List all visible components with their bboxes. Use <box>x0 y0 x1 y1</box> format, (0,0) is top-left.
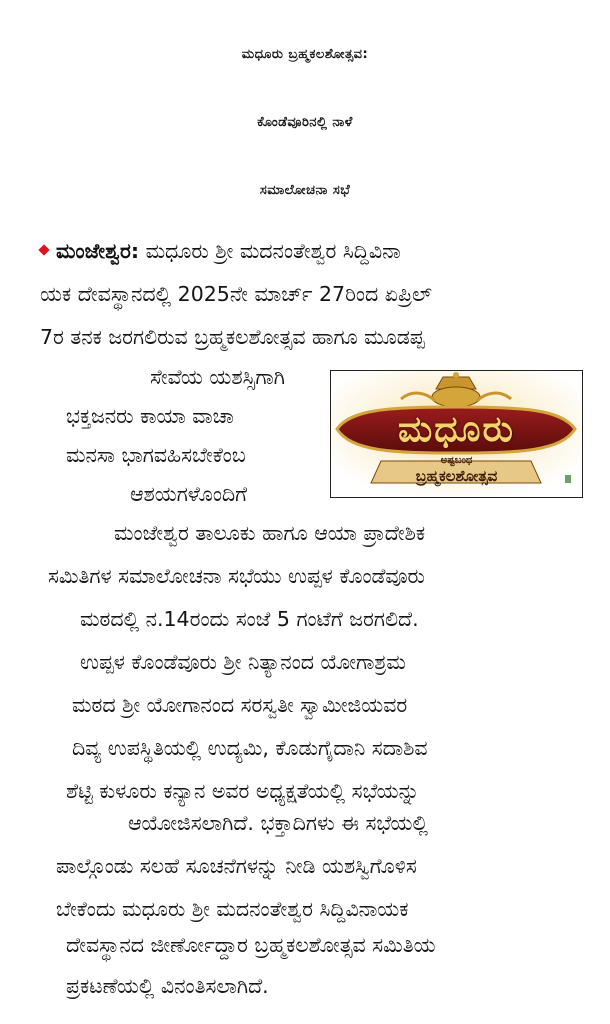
body-line-5: ಭಕ್ತಜನರು ಕಾಯಾ ವಾಚಾ <box>66 404 234 428</box>
body-line-19: ಪ್ರಕಟಣೆಯಲ್ಲಿ ವಿನಂತಿಸಲಾಗಿದೆ. <box>66 974 269 998</box>
logo-subtitle-small: ಅಷ್ಟಬಂಧ <box>440 455 473 466</box>
bullet-icon <box>38 244 49 255</box>
headline-line-1: ಮಧೂರು ಬ್ರಹ್ಮಕಲಶೋತ್ಸವ: <box>241 47 369 62</box>
body-line-9: ಸಮಿತಿಗಳ ಸಮಾಲೋಚನಾ ಸಭೆಯು ಉಪ್ಪಳ ಕೊಂಡೆವೂರು <box>48 564 425 588</box>
article-lead <box>40 236 401 266</box>
body-line-13: ದಿವ್ಯ ಉಪಸ್ಥಿತಿಯಲ್ಲಿ ಉದ್ಯಮಿ, ಕೊಡುಗೈದಾನಿ ಸದಾಶಿವ <box>72 736 428 760</box>
dateline: ಮಂಜೇಶ್ವರ: <box>56 239 140 263</box>
body-line-10: ಮಠದಲ್ಲಿ ನ.14ರಂದು ಸಂಜೆ 5 ಗಂಟೆಗೆ ಜರಗಲಿದೆ. <box>80 607 419 631</box>
logo-main-text: ಮಧೂರು <box>398 409 515 450</box>
body-line-6: ಮನಸಾ ಭಾಗವಹಿಸಬೇಕೆಂಬ <box>66 443 246 467</box>
body-line-3: 7ರ ತನಕ ಜರಗಲಿರುವ ಬ್ರಹ್ಮಕಲಶೋತ್ಸವ ಹಾಗೂ ಮೂಡಪ್ಪ <box>40 325 425 349</box>
body-line-1: ಮಧೂರು ಶ್ರೀ ಮದನಂತೇಶ್ವರ ಸಿದ್ದಿವಿನಾ <box>145 239 401 263</box>
body-line-16: ಪಾಲ್ಗೊಂಡು ಸಲಹೆ ಸೂಚನೆಗಳನ್ನು ನೀಡಿ ಯಶಸ್ವಿಗೊಳಿಸ <box>56 854 417 878</box>
body-line-11: ಉಪ್ಪಳ ಕೊಂಡೆವೂರು ಶ್ರೀ ನಿತ್ಯಾನಂದ ಯೋಗಾಶ್ರಮ <box>80 650 406 674</box>
body-line-8: ಮಂಜೇಶ್ವರ ತಾಲೂಕು ಹಾಗೂ ಆಯಾ ಪ್ರಾದೇಶಿಕ <box>114 521 426 545</box>
body-line-7: ಆಶಯಗಳೊಂದಿಗೆ <box>130 482 248 506</box>
body-line-12: ಮಠದ ಶ್ರೀ ಯೋಗಾನಂದ ಸರಸ್ವತೀ ಸ್ವಾಮೀಜಿಯವರ <box>72 693 408 717</box>
body-line-17: ಬೇಕೆಂದು ಮಧೂರು ಶ್ರೀ ಮದನಂತೇಶ್ವರ ಸಿದ್ದಿವಿನಾಯಕ <box>56 897 409 921</box>
headline-line-2: ಕೊಂಡೆವೂರಿನಲ್ಲಿ ನಾಳೆ <box>257 115 353 130</box>
body-line-14: ಶೆಟ್ಟಿ ಕುಳೂರು ಕನ್ಯಾನ ಅವರ ಅಧ್ಯಕ್ಷತೆಯಲ್ಲಿ ಸಭೆಯನ್ನು <box>66 779 420 803</box>
brahmakalashotsava-logo <box>330 370 583 498</box>
body-line-2: ಯಕ ದೇವಸ್ಥಾನದಲ್ಲಿ 2025ನೇ ಮಾರ್ಚ್ 27ರಿಂದ ಏಪ್ರಿಲ್ <box>40 282 432 306</box>
body-line-4: ಸೇವೆಯ ಯಶಸ್ಸಿಗಾಗಿ <box>150 365 285 389</box>
logo-subtitle: ಬ್ರಹ್ಮಕಲಶೋತ್ಸವ <box>415 467 498 485</box>
headline-line-3: ಸಮಾಲೋಚನಾ ಸಭೆ <box>259 183 351 198</box>
body-line-18: ದೇವಸ್ಥಾನದ ಜೀರ್ಣೋದ್ದಾರ ಬ್ರಹ್ಮಕಲಶೋತ್ಸವ ಸಮಿತಿಯ <box>66 933 436 957</box>
body-line-15: ಆಯೋಜಿಸಲಾಗಿದೆ. ಭಕ್ತಾದಿಗಳು ಈ ಸಭೆಯಲ್ಲಿ <box>128 811 428 835</box>
